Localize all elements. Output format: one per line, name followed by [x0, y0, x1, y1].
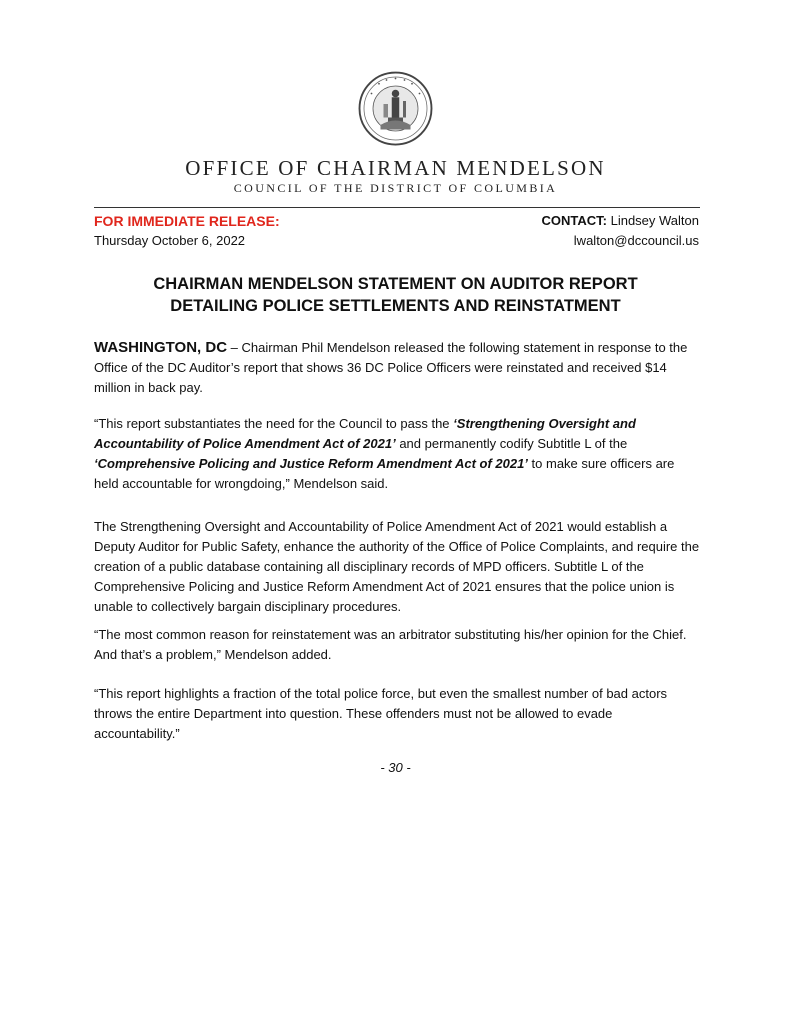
paragraph-1: [94, 338, 700, 398]
office-title: OFFICE OF CHAIRMAN MENDELSON: [185, 156, 606, 180]
contact-label: CONTACT:: [541, 213, 607, 228]
contact-name: Lindsey Walton: [610, 213, 699, 228]
paragraph-2: [94, 414, 700, 494]
contact-line: [541, 213, 699, 228]
paragraph-4: “The most common reason for reinstatement was an arbitrator substituting his/her opinion for the Chief. And that’s a problem,” Mendelson added.: [94, 627, 687, 662]
paragraph-3: The Strengthening Oversight and Accountability of Police Amendment Act of 2021 would establish a Deputy Auditor for Public Safety, enhance the authority of the Office of Police Complaints, and require the creation of a public database containing all disciplinary records of MPD officers. Subtitle L of the Comprehensive Policing and Justice Reform Amendment Act of 2021 ensures that the police union is unable to collectively bargain disciplinary procedures.: [94, 519, 700, 614]
paragraph-5: “This report highlights a fraction of the total police force, but even the smallest number of bad actors throws the entire Department into question. These offenders must not be allowed to evade accountability.”: [94, 686, 668, 741]
paragraph-2-part-c: and permanently codify Subtitle L of the: [395, 436, 628, 451]
end-marker: - 30 -: [380, 760, 411, 775]
paragraph-2-part-e: to make sure officers are held accountable for wrongdoing,” Mendelson said.: [94, 456, 675, 491]
district-of-columbia-seal-icon: [358, 71, 433, 146]
paragraph-2-part-a: “This report substantiates the need for the Council to pass the: [94, 416, 454, 431]
paragraph-1-text: – Chairman Phil Mendelson released the following statement in response to the Office of the DC Auditor’s report that shows 36 DC Police Officers were reinstated and received $14 million in back pay.: [94, 340, 688, 395]
headline: [0, 273, 791, 317]
contact-email[interactable]: lwalton@dccouncil.us: [573, 233, 699, 248]
headline-line-2: DETAILING POLICE SETTLEMENTS AND REINSTATMENT: [170, 297, 621, 315]
release-label: FOR IMMEDIATE RELEASE:: [94, 213, 280, 229]
council-subtitle: COUNCIL OF THE DISTRICT OF COLUMBIA: [233, 181, 558, 195]
dateline: WASHINGTON, DC: [94, 339, 228, 356]
headline-line-1: CHAIRMAN MENDELSON STATEMENT ON AUDITOR REPORT: [153, 275, 638, 293]
act-title-oversight: ‘Strengthening Oversight and Accountability of Police Amendment Act of 2021’: [94, 416, 636, 451]
release-date: Thursday October 6, 2022: [94, 233, 246, 248]
act-title-policing: ‘Comprehensive Policing and Justice Reform Amendment Act of 2021’: [94, 456, 528, 471]
header-divider: [94, 207, 700, 208]
